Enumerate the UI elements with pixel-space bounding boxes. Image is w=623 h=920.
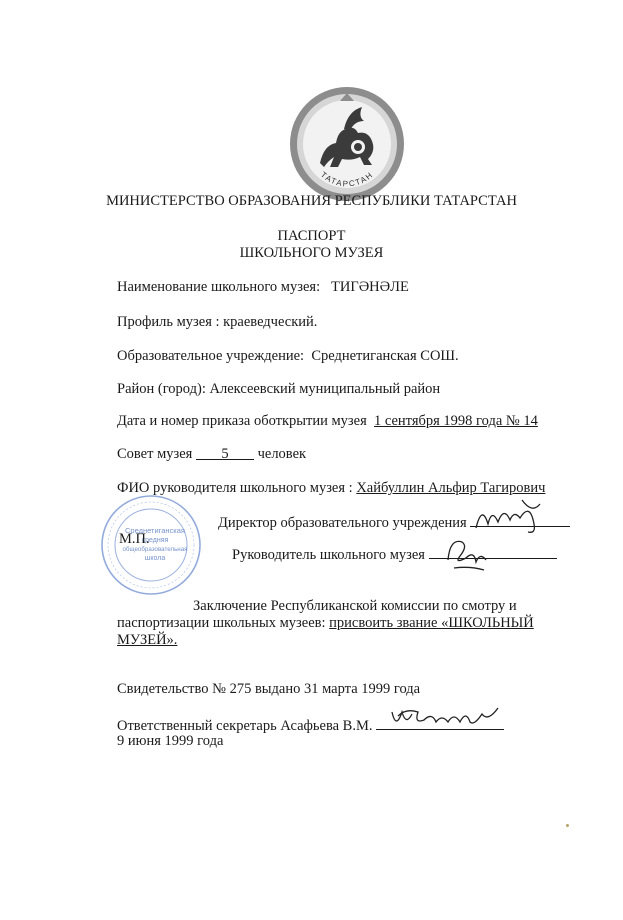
conclusion-line-3: МУЗЕЙ». xyxy=(117,632,178,648)
district-row: Район (город): Алексеевский муниципальный район xyxy=(117,381,441,397)
museum-name-label: Наименование школьного музея: xyxy=(117,279,321,295)
museum-head-row xyxy=(232,545,557,563)
conclusion-value: присвоить звание «ШКОЛЬНЫЙ xyxy=(329,615,534,631)
tatarstan-emblem-icon xyxy=(288,85,406,203)
head-label: ФИО руководителя школьного музея : xyxy=(117,480,353,496)
museum-name-row xyxy=(117,279,409,295)
council-unit: человек xyxy=(257,446,307,462)
institution-value: Среднетиганская СОШ. xyxy=(311,348,459,364)
order-row xyxy=(117,413,538,429)
stamp-line-1: Среднетиганская xyxy=(125,526,185,535)
doc-title: ПАСПОРТ xyxy=(277,228,346,244)
conclusion-line-1: Заключение Республиканской комиссии по смотру и xyxy=(193,598,517,614)
museum-head-signature xyxy=(440,532,494,574)
profile-row: Профиль музея : краеведческий. xyxy=(117,314,318,330)
secretary-label: Ответственный секретарь Асафьева В.М. xyxy=(117,718,373,734)
doc-subtitle: ШКОЛЬНОГО МУЗЕЯ xyxy=(239,245,384,261)
museum-head-label: Руководитель школьного музея xyxy=(232,547,425,563)
council-value: 5 xyxy=(196,446,254,460)
museum-name-value: ТИГӘНӘЛЕ xyxy=(330,279,409,295)
stamp-line-2: средняя xyxy=(141,537,169,544)
ministry-title: МИНИСТЕРСТВО ОБРАЗОВАНИЯ РЕСПУБЛИКИ ТАТАРСТАН xyxy=(106,193,517,209)
svg-text:ТАТАРСТАН: ТАТАРСТАН xyxy=(318,170,376,189)
order-label: Дата и номер приказа оботкрытии музея xyxy=(117,413,367,429)
secretary-signature xyxy=(388,702,506,736)
conclusion-prefix: паспортизации школьных музеев: xyxy=(117,615,326,631)
conclusion-line-2 xyxy=(117,615,534,631)
secretary-date: 9 июня 1999 года xyxy=(117,733,224,749)
ink-speck xyxy=(566,824,569,827)
school-stamp xyxy=(99,493,203,597)
stamp-line-4: школа xyxy=(144,555,166,562)
institution-label: Образовательное учреждение: xyxy=(117,348,305,364)
council-row xyxy=(117,446,306,462)
certificate-row: Свидетельство № 275 выдано 31 марта 1999 года xyxy=(117,681,421,697)
council-label: Совет музея xyxy=(117,446,193,462)
seal-mark: М.П. xyxy=(119,531,150,547)
order-value: 1 сентября 1998 года № 14 xyxy=(374,413,538,429)
stamp-line-3: общеобразовательная xyxy=(122,546,188,553)
director-label: Директор образовательного учреждения xyxy=(218,515,467,531)
head-value: Хайбуллин Альфир Тагирович xyxy=(356,480,546,496)
institution-row xyxy=(117,348,459,364)
